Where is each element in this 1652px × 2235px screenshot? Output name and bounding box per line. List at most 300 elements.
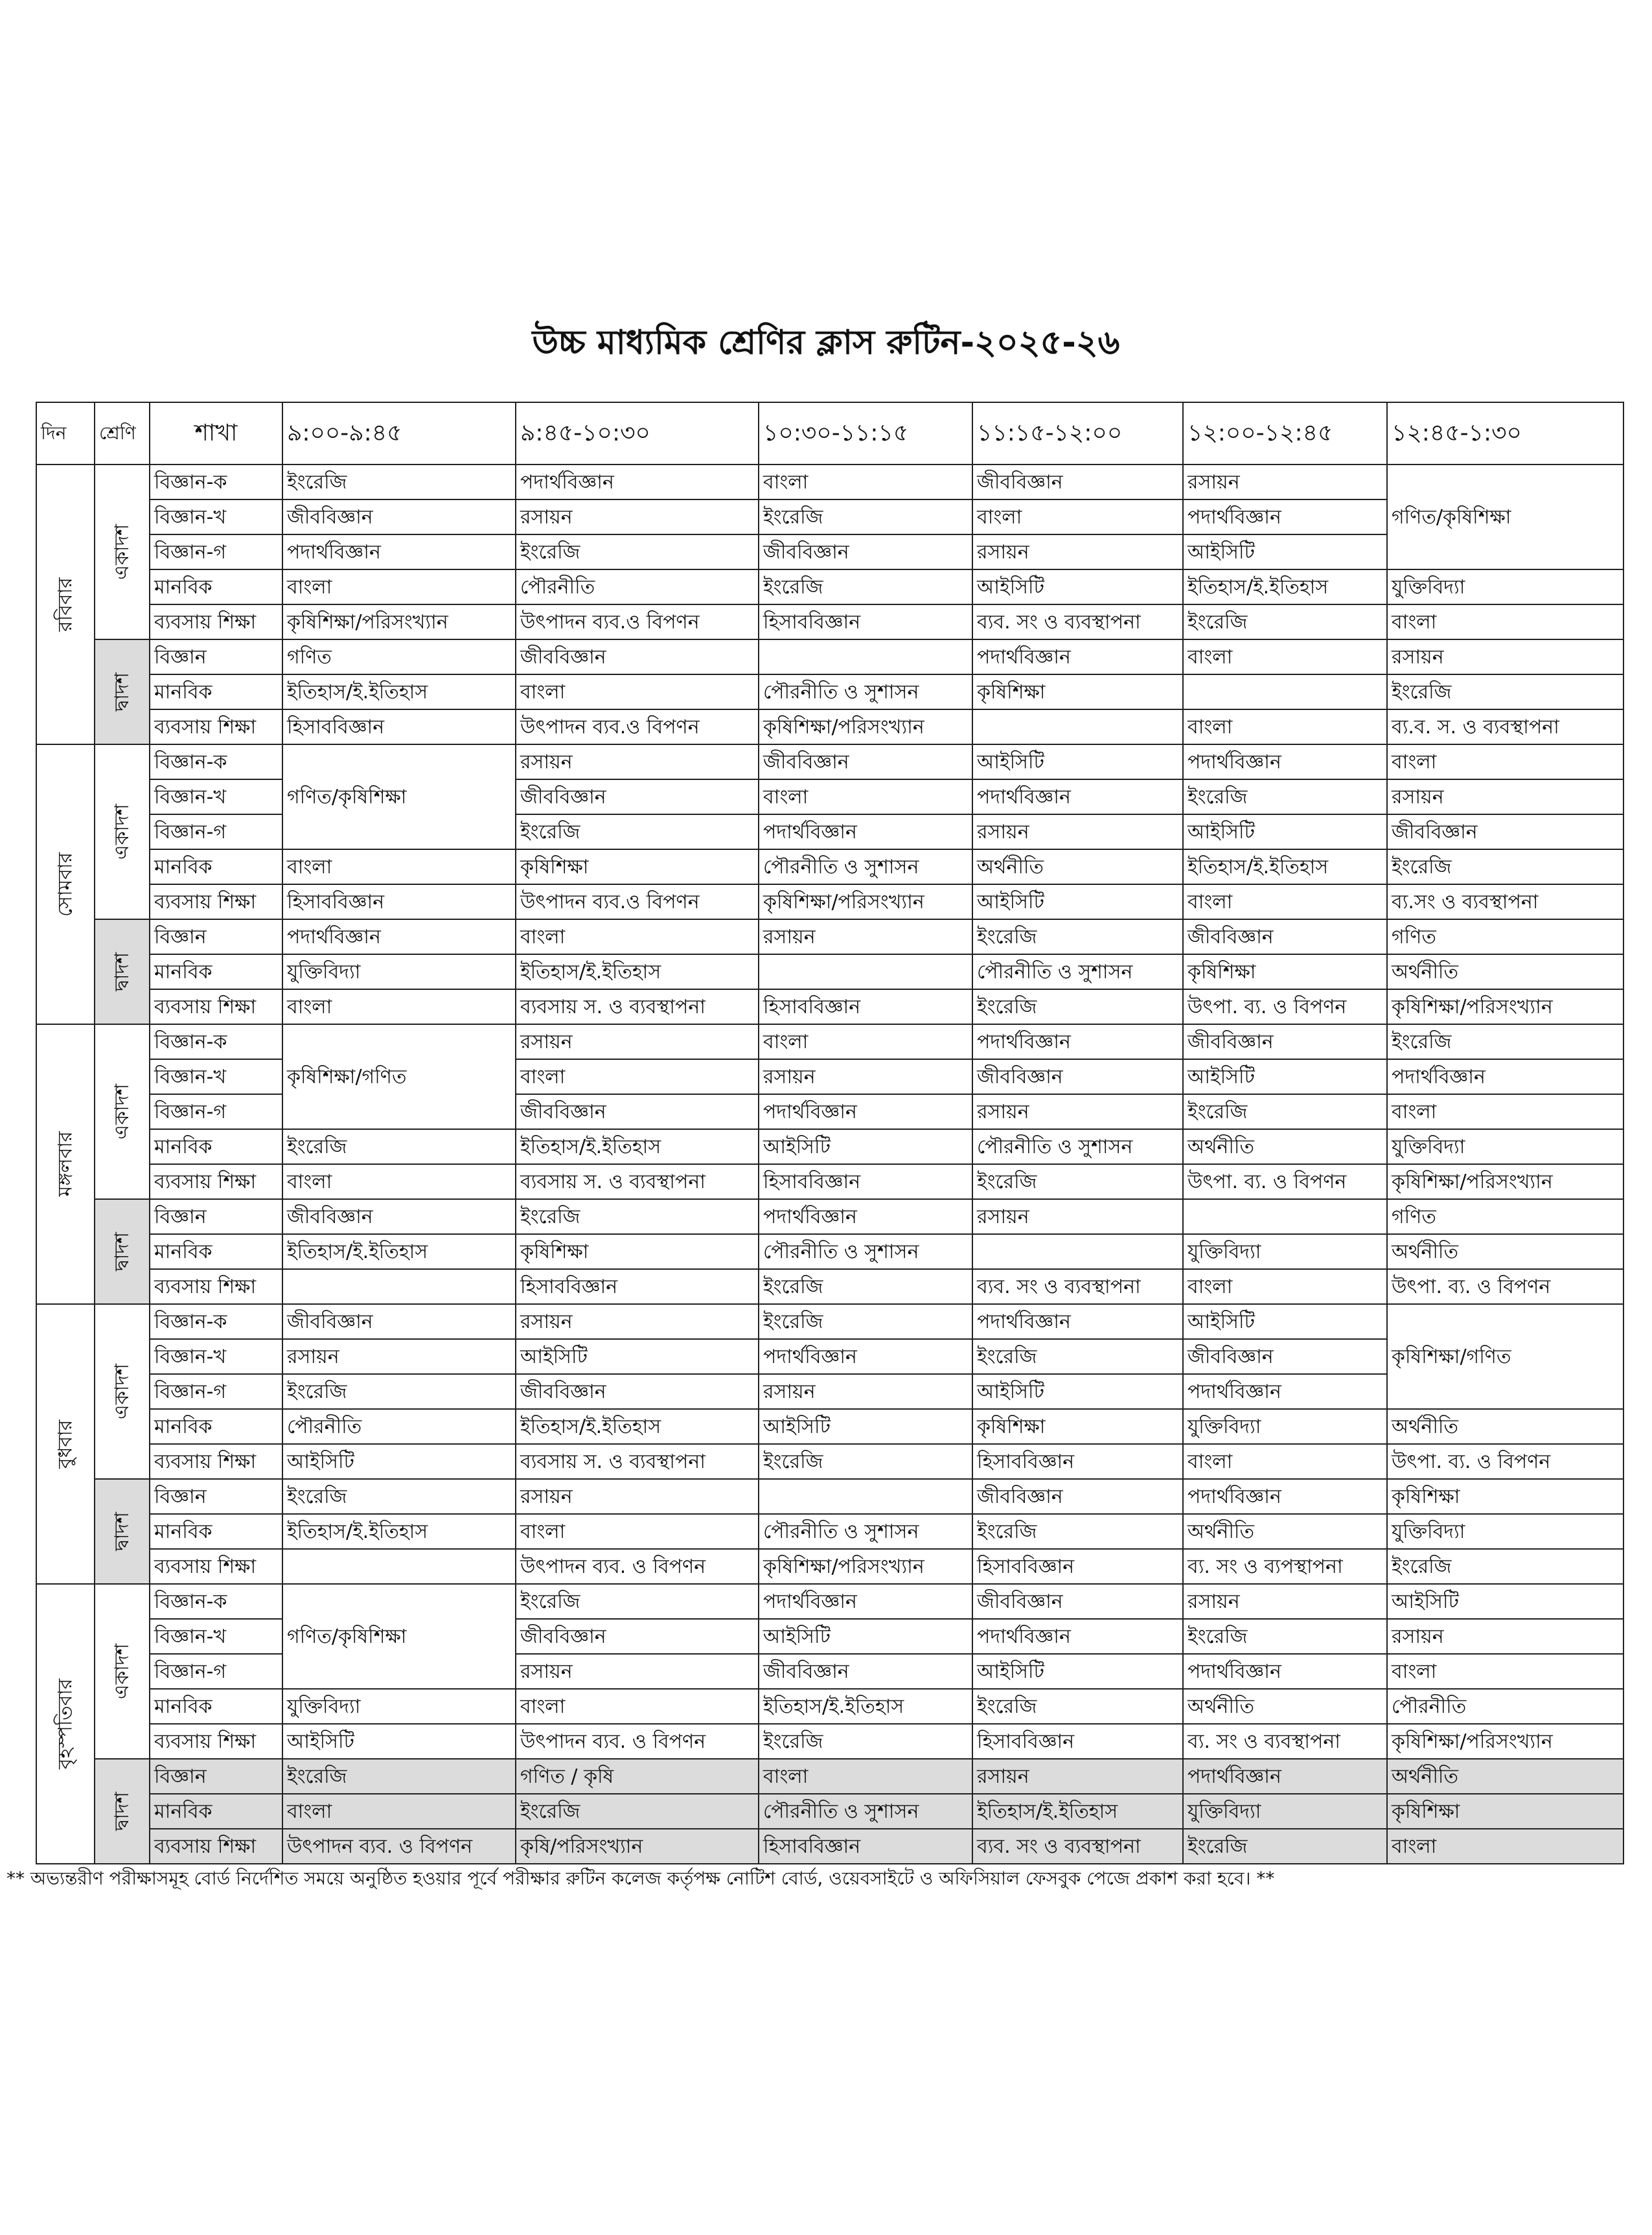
- subject-cell: পদার্থবিজ্ঞান: [1183, 744, 1387, 779]
- table-row: [36, 1269, 1623, 1304]
- subject-cell: হিসাববিজ্ঞান: [516, 1269, 759, 1304]
- branch-cell: বিজ্ঞান-গ: [150, 1654, 282, 1689]
- subject-cell: আইসিটি: [282, 1444, 516, 1479]
- subject-cell: অর্থনীতি: [1387, 1759, 1623, 1794]
- subject-cell: কৃষিশিক্ষা/পরিসংখ্যান: [1387, 1724, 1623, 1759]
- day-cell: রবিবার: [36, 464, 95, 744]
- subject-cell: যুক্তিবিদ্যা: [1387, 569, 1623, 604]
- header-slot-1: ৯:০০-৯:৪৫: [282, 402, 516, 464]
- branch-cell: বিজ্ঞান: [150, 1199, 282, 1234]
- table-row: [36, 1094, 1623, 1129]
- class-cell-xi: একাদশ: [95, 744, 150, 919]
- subject-cell: ইতিহাস/ই.ইতিহাস: [282, 1514, 516, 1549]
- table-row: [36, 919, 1623, 954]
- subject-cell: রসায়ন: [516, 1304, 759, 1339]
- branch-cell: বিজ্ঞান: [150, 639, 282, 674]
- subject-cell: পদার্থবিজ্ঞান: [759, 1199, 972, 1234]
- table-row: [36, 1549, 1623, 1584]
- subject-cell: বাংলা: [516, 1689, 759, 1724]
- header-slot-4: ১১:১৫-১২:০০: [972, 402, 1183, 464]
- page-title: উচ্চ মাধ্যমিক শ্রেণির ক্লাস রুটিন-২০২৫-২৬: [532, 323, 1120, 362]
- subject-cell: ইংরেজি: [1387, 1549, 1623, 1584]
- subject-cell: পদার্থবিজ্ঞান: [759, 1339, 972, 1374]
- subject-cell: বাংলা: [516, 919, 759, 954]
- subject-cell: জীববিজ্ঞান: [516, 779, 759, 814]
- subject-cell: কৃষিশিক্ষা: [516, 1234, 759, 1269]
- subject-cell: হিসাববিজ্ঞান: [759, 1829, 972, 1864]
- subject-cell: হিসাববিজ্ঞান: [282, 709, 516, 744]
- branch-cell: বিজ্ঞান: [150, 1479, 282, 1514]
- subject-cell: ব্যব. সং ও ব্যবস্থাপনা: [972, 1269, 1183, 1304]
- subject-cell: হিসাববিজ্ঞান: [759, 604, 972, 639]
- table-row: [36, 1794, 1623, 1829]
- subject-cell: পদার্থবিজ্ঞান: [972, 1619, 1183, 1654]
- header-slot-6: ১২:৪৫-১:৩০: [1387, 402, 1623, 464]
- subject-cell: বাংলা: [1387, 1654, 1623, 1689]
- subject-cell: কৃষিশিক্ষা: [1387, 1794, 1623, 1829]
- subject-cell: ইংরেজি: [516, 1199, 759, 1234]
- subject-cell: ইংরেজি: [759, 1269, 972, 1304]
- subject-cell: হিসাববিজ্ঞান: [972, 1724, 1183, 1759]
- subject-cell: পদার্থবিজ্ঞান: [759, 814, 972, 849]
- subject-cell: ইংরেজি: [282, 1129, 516, 1164]
- subject-cell: বাংলা: [516, 674, 759, 709]
- subject-cell: আইসিটি: [972, 744, 1183, 779]
- table-row: [36, 1024, 1623, 1059]
- table-row: [36, 709, 1623, 744]
- subject-cell: ইতিহাস/ই.ইতিহাস: [972, 1794, 1183, 1829]
- subject-cell: ব্যবসায় স. ও ব্যবস্থাপনা: [516, 1164, 759, 1199]
- table-row: [36, 1829, 1623, 1864]
- subject-cell: রসায়ন: [1387, 639, 1623, 674]
- subject-cell: যুক্তিবিদ্যা: [1183, 1234, 1387, 1269]
- branch-cell: মানবিক: [150, 674, 282, 709]
- branch-cell: ব্যবসায় শিক্ষা: [150, 1724, 282, 1759]
- subject-cell: পদার্থবিজ্ঞান: [972, 1304, 1183, 1339]
- subject-cell: বাংলা: [1183, 709, 1387, 744]
- subject-cell: জীববিজ্ঞান: [282, 1304, 516, 1339]
- subject-cell: রসায়ন: [759, 1059, 972, 1094]
- branch-cell: মানবিক: [150, 569, 282, 604]
- branch-cell: ব্যবসায় শিক্ষা: [150, 1549, 282, 1584]
- class-cell-xi: একাদশ: [95, 1584, 150, 1759]
- subject-cell: আইসিটি: [1387, 1584, 1623, 1619]
- subject-cell: গণিত: [282, 639, 516, 674]
- subject-cell: রসায়ন: [516, 1654, 759, 1689]
- subject-cell: রসায়ন: [516, 744, 759, 779]
- subject-cell: ইতিহাস/ই.ইতিহাস: [1183, 569, 1387, 604]
- subject-cell: বাংলা: [1183, 884, 1387, 919]
- subject-cell: উৎপাদন ব্যব. ও বিপণন: [516, 1724, 759, 1759]
- subject-cell: বাংলা: [1387, 604, 1623, 639]
- subject-cell: উৎপাদন ব্যব.ও বিপণন: [516, 709, 759, 744]
- branch-cell: মানবিক: [150, 1689, 282, 1724]
- subject-cell: বাংলা: [1183, 1444, 1387, 1479]
- merged-subject-cell: গণিত/কৃষিশিক্ষা: [1387, 464, 1623, 569]
- branch-cell: ব্যবসায় শিক্ষা: [150, 1444, 282, 1479]
- table-row: [36, 1304, 1623, 1339]
- subject-cell: ইতিহাস/ই.ইতিহাস: [516, 1129, 759, 1164]
- subject-cell: রসায়ন: [759, 1374, 972, 1409]
- table-row: [36, 1689, 1623, 1724]
- subject-cell: আইসিটি: [759, 1129, 972, 1164]
- subject-cell: [759, 954, 972, 989]
- subject-cell: ইতিহাস/ই.ইতিহাস: [282, 1234, 516, 1269]
- subject-cell: গণিত: [1387, 1199, 1623, 1234]
- subject-cell: আইসিটি: [1183, 1304, 1387, 1339]
- subject-cell: পদার্থবিজ্ঞান: [1183, 1759, 1387, 1794]
- branch-cell: মানবিক: [150, 849, 282, 884]
- table-row: [36, 1234, 1623, 1269]
- table-row: [36, 1514, 1623, 1549]
- subject-cell: আইসিটি: [972, 884, 1183, 919]
- subject-cell: হিসাববিজ্ঞান: [759, 1164, 972, 1199]
- table-row: [36, 744, 1623, 779]
- subject-cell: পদার্থবিজ্ঞান: [972, 779, 1183, 814]
- subject-cell: রসায়ন: [1183, 1584, 1387, 1619]
- subject-cell: ব্য.ব. স. ও ব্যবস্থাপনা: [1387, 709, 1623, 744]
- subject-cell: বাংলা: [759, 464, 972, 499]
- subject-cell: আইসিটি: [516, 1339, 759, 1374]
- header-slot-3: ১০:৩০-১১:১৫: [759, 402, 972, 464]
- subject-cell: ইংরেজি: [759, 569, 972, 604]
- subject-cell: কৃষিশিক্ষা: [516, 849, 759, 884]
- subject-cell: জীববিজ্ঞান: [1183, 1339, 1387, 1374]
- subject-cell: ইংরেজি: [759, 1304, 972, 1339]
- subject-cell: অর্থনীতি: [1387, 1409, 1623, 1444]
- subject-cell: অর্থনীতি: [972, 849, 1183, 884]
- subject-cell: রসায়ন: [972, 1759, 1183, 1794]
- subject-cell: [1183, 674, 1387, 709]
- table-row: [36, 814, 1623, 849]
- class-cell-xi: একাদশ: [95, 1304, 150, 1479]
- subject-cell: আইসিটি: [972, 1654, 1183, 1689]
- subject-cell: রসায়ন: [282, 1339, 516, 1374]
- table-row: [36, 1374, 1623, 1409]
- subject-cell: রসায়ন: [1183, 464, 1387, 499]
- table-row: [36, 1444, 1623, 1479]
- subject-cell: গণিত: [1387, 919, 1623, 954]
- subject-cell: হিসাববিজ্ঞান: [759, 989, 972, 1024]
- subject-cell: ব্য. সং ও ব্যপস্থাপনা: [1183, 1549, 1387, 1584]
- subject-cell: [759, 1479, 972, 1514]
- footer-note: ** অভ্যন্তরীণ পরীক্ষাসমূহ বোর্ড নির্দেশিত সময়ে অনুষ্ঠিত হওয়ার পূর্বে পরীক্ষার রুটিন কলেজ কর্তৃপক্ষ নোটিশ বোর্ড, ওয়েবসাইটে ও অফিসিয়াল ফেসবুক পেজে প্রকাশ করা হবে। **: [6, 1868, 1275, 1889]
- table-row: [36, 534, 1623, 569]
- subject-cell: পদার্থবিজ্ঞান: [972, 639, 1183, 674]
- subject-cell: জীববিজ্ঞান: [1387, 814, 1623, 849]
- subject-cell: ইংরেজি: [1387, 849, 1623, 884]
- subject-cell: উৎপাদন ব্যব.ও বিপণন: [516, 604, 759, 639]
- subject-cell: যুক্তিবিদ্যা: [282, 954, 516, 989]
- subject-cell: পৌরনীতি ও সুশাসন: [759, 849, 972, 884]
- subject-cell: পৌরনীতি ও সুশাসন: [759, 674, 972, 709]
- subject-cell: যুক্তিবিদ্যা: [1387, 1514, 1623, 1549]
- subject-cell: পদার্থবিজ্ঞান: [759, 1094, 972, 1129]
- subject-cell: পদার্থবিজ্ঞান: [1387, 1059, 1623, 1094]
- subject-cell: জীববিজ্ঞান: [759, 534, 972, 569]
- subject-cell: [972, 1234, 1183, 1269]
- branch-cell: বিজ্ঞান-ক: [150, 1024, 282, 1059]
- day-cell: মঙ্গলবার: [36, 1024, 95, 1304]
- subject-cell: রসায়ন: [759, 919, 972, 954]
- table-row: [36, 1654, 1623, 1689]
- subject-cell: হিসাববিজ্ঞান: [972, 1549, 1183, 1584]
- branch-cell: ব্যবসায় শিক্ষা: [150, 709, 282, 744]
- branch-cell: ব্যবসায় শিক্ষা: [150, 884, 282, 919]
- branch-cell: মানবিক: [150, 954, 282, 989]
- subject-cell: ইংরেজি: [972, 1339, 1183, 1374]
- subject-cell: রসায়ন: [1387, 1619, 1623, 1654]
- subject-cell: ইতিহাস/ই.ইতিহাস: [516, 954, 759, 989]
- subject-cell: ব্যবসায় স. ও ব্যবস্থাপনা: [516, 1444, 759, 1479]
- subject-cell: বাংলা: [282, 1164, 516, 1199]
- subject-cell: কৃষিশিক্ষা/পরিসংখ্যান: [1387, 989, 1623, 1024]
- subject-cell: পদার্থবিজ্ঞান: [1183, 1654, 1387, 1689]
- table-row: [36, 1339, 1623, 1374]
- subject-cell: ইংরেজি: [972, 1514, 1183, 1549]
- subject-cell: ইংরেজি: [972, 919, 1183, 954]
- branch-cell: বিজ্ঞান-খ: [150, 1339, 282, 1374]
- subject-cell: জীববিজ্ঞান: [972, 464, 1183, 499]
- table-row: [36, 1479, 1623, 1514]
- subject-cell: উৎপা. ব্য. ও বিপণন: [1183, 1164, 1387, 1199]
- subject-cell: পৌরনীতি ও সুশাসন: [972, 954, 1183, 989]
- subject-cell: পৌরনীতি: [282, 1409, 516, 1444]
- branch-cell: বিজ্ঞান-খ: [150, 779, 282, 814]
- subject-cell: রসায়ন: [516, 1024, 759, 1059]
- subject-cell: আইসিটি: [759, 1619, 972, 1654]
- subject-cell: বাংলা: [1387, 1829, 1623, 1864]
- subject-cell: কৃষিশিক্ষা: [1387, 1479, 1623, 1514]
- subject-cell: অর্থনীতি: [1387, 954, 1623, 989]
- subject-cell: ইংরেজি: [516, 1584, 759, 1619]
- subject-cell: ইংরেজি: [1183, 779, 1387, 814]
- subject-cell: বাংলা: [282, 849, 516, 884]
- subject-cell: বাংলা: [1387, 744, 1623, 779]
- subject-cell: গণিত / কৃষি: [516, 1759, 759, 1794]
- table-row: [36, 1164, 1623, 1199]
- subject-cell: [282, 1549, 516, 1584]
- table-row: [36, 849, 1623, 884]
- subject-cell: ইংরেজি: [282, 1759, 516, 1794]
- subject-cell: জীববিজ্ঞান: [972, 1479, 1183, 1514]
- subject-cell: উৎপা. ব্য. ও বিপণন: [1387, 1269, 1623, 1304]
- subject-cell: রসায়ন: [972, 814, 1183, 849]
- branch-cell: ব্যবসায় শিক্ষা: [150, 1269, 282, 1304]
- subject-cell: ইংরেজি: [1183, 1829, 1387, 1864]
- subject-cell: অর্থনীতি: [1387, 1234, 1623, 1269]
- merged-subject-cell: গণিত/কৃষিশিক্ষা: [282, 1584, 516, 1689]
- branch-cell: মানবিক: [150, 1794, 282, 1829]
- subject-cell: পদার্থবিজ্ঞান: [282, 919, 516, 954]
- subject-cell: পদার্থবিজ্ঞান: [972, 1024, 1183, 1059]
- branch-cell: বিজ্ঞান-গ: [150, 1094, 282, 1129]
- table-row: [36, 1724, 1623, 1759]
- subject-cell: পৌরনীতি: [1387, 1689, 1623, 1724]
- header-day: দিন: [36, 402, 95, 464]
- subject-cell: আইসিটি: [282, 1724, 516, 1759]
- subject-cell: রসায়ন: [972, 1199, 1183, 1234]
- subject-cell: ইংরেজি: [972, 1164, 1183, 1199]
- subject-cell: জীববিজ্ঞান: [516, 1374, 759, 1409]
- subject-cell: জীববিজ্ঞান: [516, 1619, 759, 1654]
- subject-cell: উৎপাদন ব্যব.ও বিপণন: [516, 884, 759, 919]
- subject-cell: বাংলা: [516, 1514, 759, 1549]
- subject-cell: উৎপা. ব্য. ও বিপণন: [1183, 989, 1387, 1024]
- table-row: [36, 639, 1623, 674]
- subject-cell: জীববিজ্ঞান: [972, 1059, 1183, 1094]
- subject-cell: ইংরেজি: [1183, 1094, 1387, 1129]
- subject-cell: জীববিজ্ঞান: [516, 1094, 759, 1129]
- header-class: শ্রেণি: [95, 402, 150, 464]
- subject-cell: ইংরেজি: [282, 464, 516, 499]
- branch-cell: মানবিক: [150, 1234, 282, 1269]
- subject-cell: জীববিজ্ঞান: [516, 639, 759, 674]
- subject-cell: আইসিটি: [1183, 534, 1387, 569]
- subject-cell: পৌরনীতি ও সুশাসন: [759, 1514, 972, 1549]
- subject-cell: কৃষিশিক্ষা: [972, 674, 1183, 709]
- branch-cell: বিজ্ঞান-খ: [150, 1619, 282, 1654]
- branch-cell: ব্যবসায় শিক্ষা: [150, 989, 282, 1024]
- subject-cell: বাংলা: [282, 569, 516, 604]
- merged-subject-cell: গণিত/কৃষিশিক্ষা: [282, 744, 516, 849]
- subject-cell: জীববিজ্ঞান: [1183, 919, 1387, 954]
- subject-cell: পৌরনীতি ও সুশাসন: [972, 1129, 1183, 1164]
- table-row: [36, 1409, 1623, 1444]
- subject-cell: ইংরেজি: [972, 1689, 1183, 1724]
- branch-cell: বিজ্ঞান-ক: [150, 1304, 282, 1339]
- table-row: [36, 499, 1623, 534]
- subject-cell: পদার্থবিজ্ঞান: [282, 534, 516, 569]
- subject-cell: ব্য. সং ও ব্যবস্থাপনা: [1183, 1724, 1387, 1759]
- subject-cell: রসায়ন: [1387, 779, 1623, 814]
- subject-cell: ইংরেজি: [516, 534, 759, 569]
- subject-cell: আইসিটি: [1183, 814, 1387, 849]
- table-row: [36, 1199, 1623, 1234]
- subject-cell: রসায়ন: [972, 1094, 1183, 1129]
- branch-cell: ব্যবসায় শিক্ষা: [150, 1164, 282, 1199]
- subject-cell: বাংলা: [282, 1794, 516, 1829]
- subject-cell: রসায়ন: [516, 499, 759, 534]
- subject-cell: ইংরেজি: [516, 814, 759, 849]
- table-row: [36, 674, 1623, 709]
- subject-cell: পদার্থবিজ্ঞান: [1183, 1479, 1387, 1514]
- subject-cell: ইংরেজি: [1183, 604, 1387, 639]
- subject-cell: ইতিহাস/ই.ইতিহাস: [282, 674, 516, 709]
- branch-cell: বিজ্ঞান: [150, 919, 282, 954]
- subject-cell: ইতিহাস/ই.ইতিহাস: [516, 1409, 759, 1444]
- subject-cell: জীববিজ্ঞান: [759, 1654, 972, 1689]
- branch-cell: বিজ্ঞান-গ: [150, 534, 282, 569]
- routine-body: [36, 464, 1623, 1864]
- subject-cell: কৃষিশিক্ষা/পরিসংখ্যান: [759, 884, 972, 919]
- branch-cell: ব্যবসায় শিক্ষা: [150, 604, 282, 639]
- day-cell: বুধবার: [36, 1304, 95, 1584]
- subject-cell: ইংরেজি: [1387, 674, 1623, 709]
- class-cell-xi: একাদশ: [95, 1024, 150, 1199]
- subject-cell: পৌরনীতি ও সুশাসন: [759, 1234, 972, 1269]
- subject-cell: পদার্থবিজ্ঞান: [759, 1584, 972, 1619]
- table-row: [36, 1759, 1623, 1794]
- branch-cell: বিজ্ঞান-খ: [150, 1059, 282, 1094]
- subject-cell: হিসাববিজ্ঞান: [282, 884, 516, 919]
- subject-cell: পৌরনীতি ও সুশাসন: [759, 1794, 972, 1829]
- subject-cell: কৃষিশিক্ষা/পরিসংখ্যান: [759, 709, 972, 744]
- subject-cell: অর্থনীতি: [1183, 1514, 1387, 1549]
- subject-cell: যুক্তিবিদ্যা: [282, 1689, 516, 1724]
- day-cell: সোমবার: [36, 744, 95, 1024]
- branch-cell: ব্যবসায় শিক্ষা: [150, 1829, 282, 1864]
- subject-cell: ব্যব. সং ও ব্যবস্থাপনা: [972, 1829, 1183, 1864]
- subject-cell: আইসিটি: [1183, 1059, 1387, 1094]
- subject-cell: জীববিজ্ঞান: [1183, 1024, 1387, 1059]
- subject-cell: উৎপাদন ব্যব. ও বিপণন: [282, 1829, 516, 1864]
- subject-cell: কৃষিশিক্ষা: [1183, 954, 1387, 989]
- subject-cell: ইংরেজি: [759, 1444, 972, 1479]
- class-cell-xii: দ্বাদশ: [95, 1199, 150, 1304]
- branch-cell: বিজ্ঞান-ক: [150, 1584, 282, 1619]
- subject-cell: বাংলা: [759, 779, 972, 814]
- subject-cell: বাংলা: [1387, 1094, 1623, 1129]
- subject-cell: ব্য.সং ও ব্যবস্থাপনা: [1387, 884, 1623, 919]
- class-cell-xii: দ্বাদশ: [95, 639, 150, 744]
- subject-cell: আইসিটি: [972, 569, 1183, 604]
- subject-cell: বাংলা: [282, 989, 516, 1024]
- subject-cell: [282, 1269, 516, 1304]
- branch-cell: বিজ্ঞান-খ: [150, 499, 282, 534]
- branch-cell: মানবিক: [150, 1514, 282, 1549]
- header-slot-5: ১২:০০-১২:৪৫: [1183, 402, 1387, 464]
- subject-cell: [759, 639, 972, 674]
- subject-cell: পৌরনীতি: [516, 569, 759, 604]
- table-row: [36, 1584, 1623, 1619]
- merged-subject-cell: কৃষিশিক্ষা/গণিত: [282, 1024, 516, 1129]
- table-row: [36, 1129, 1623, 1164]
- subject-cell: কৃষিশিক্ষা/পরিসংখ্যান: [1387, 1164, 1623, 1199]
- subject-cell: বাংলা: [1183, 1269, 1387, 1304]
- table-row: [36, 604, 1623, 639]
- subject-cell: ইংরেজি: [1387, 1024, 1623, 1059]
- subject-cell: জীববিজ্ঞান: [282, 499, 516, 534]
- class-routine-table: [36, 402, 1624, 1864]
- subject-cell: জীববিজ্ঞান: [972, 1584, 1183, 1619]
- table-row: [36, 1059, 1623, 1094]
- subject-cell: [1183, 1199, 1387, 1234]
- header-row: [36, 402, 1623, 464]
- branch-cell: বিজ্ঞান-গ: [150, 1374, 282, 1409]
- table-row: [36, 884, 1623, 919]
- subject-cell: ইংরেজি: [759, 499, 972, 534]
- branch-cell: বিজ্ঞান-ক: [150, 464, 282, 499]
- subject-cell: পদার্থবিজ্ঞান: [1183, 499, 1387, 534]
- subject-cell: ইংরেজি: [516, 1794, 759, 1829]
- subject-cell: যুক্তিবিদ্যা: [1183, 1409, 1387, 1444]
- subject-cell: ইংরেজি: [972, 989, 1183, 1024]
- subject-cell: বাংলা: [972, 499, 1183, 534]
- merged-subject-cell: কৃষিশিক্ষা/গণিত: [1387, 1304, 1623, 1409]
- branch-cell: মানবিক: [150, 1409, 282, 1444]
- subject-cell: কৃষিশিক্ষা/পরিসংখ্যান: [759, 1549, 972, 1584]
- subject-cell: [972, 709, 1183, 744]
- subject-cell: যুক্তিবিদ্যা: [1387, 1129, 1623, 1164]
- subject-cell: কৃষিশিক্ষা/পরিসংখ্যান: [282, 604, 516, 639]
- class-cell-xii: দ্বাদশ: [95, 919, 150, 1024]
- class-cell-xii: দ্বাদশ: [95, 1759, 150, 1864]
- subject-cell: ইংরেজি: [282, 1479, 516, 1514]
- table-row: [36, 779, 1623, 814]
- subject-cell: উৎপা. ব্য. ও বিপণন: [1387, 1444, 1623, 1479]
- subject-cell: অর্থনীতি: [1183, 1689, 1387, 1724]
